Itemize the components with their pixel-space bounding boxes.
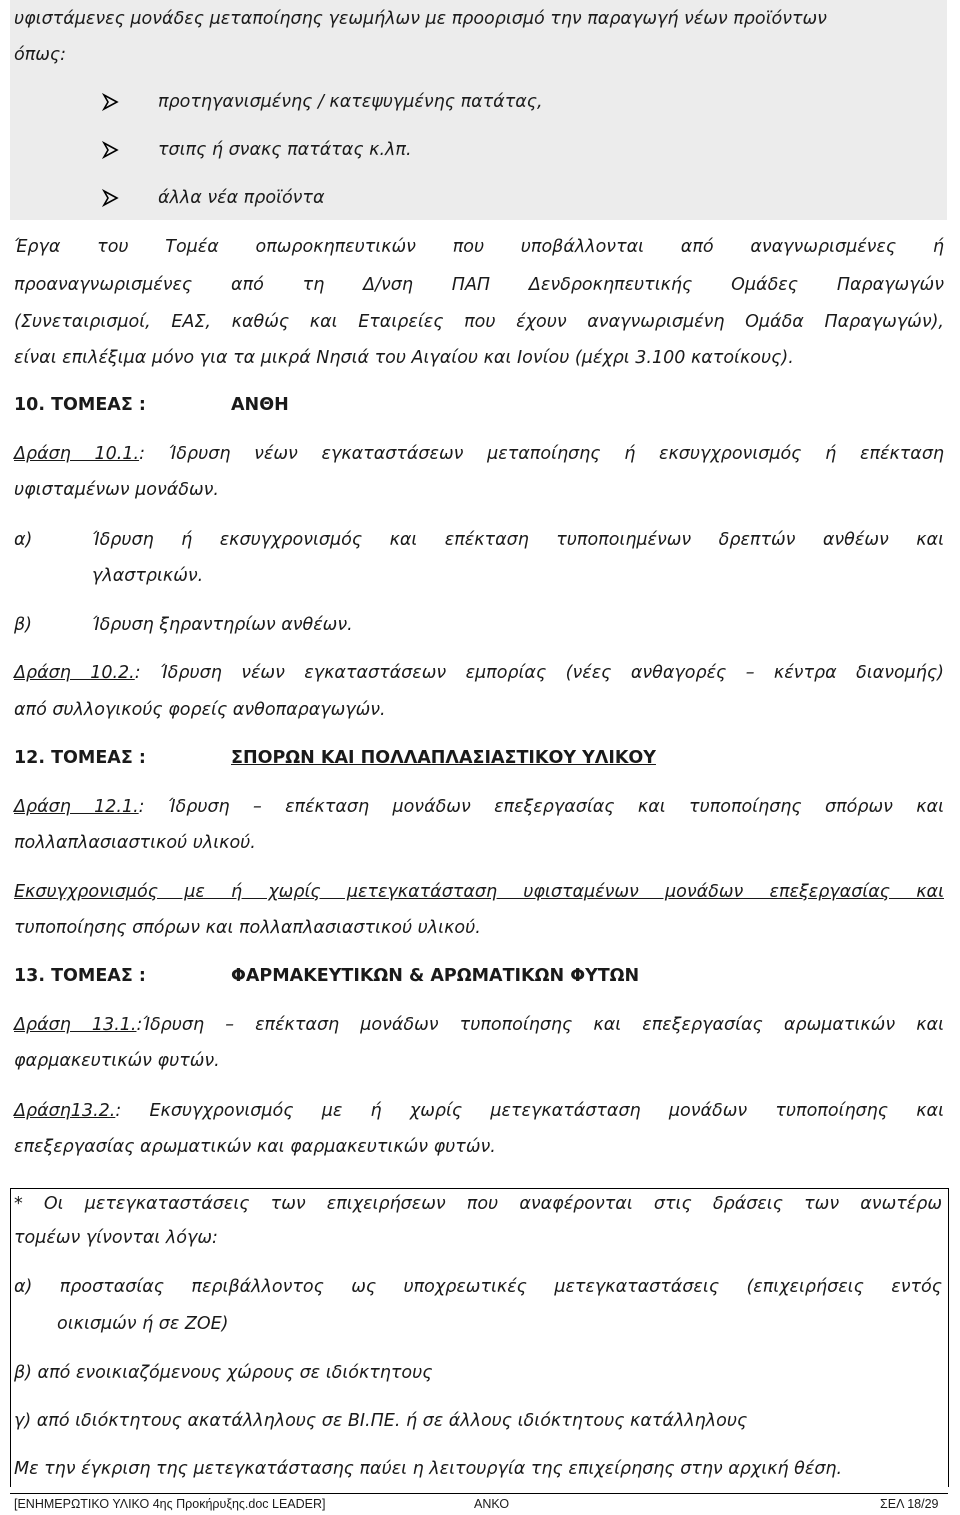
modernization-line-2: τυποποίησης σπόρων και πολλαπλασιαστικού υλικού. bbox=[14, 918, 481, 938]
note-approval: Με την έγκριση της μετεγκατάστασης παύει η λειτουργία της επιχείρησης στην αρχική θέση. bbox=[14, 1459, 843, 1479]
action-12-1-line-2: πολλαπλασιαστικού υλικού. bbox=[14, 833, 256, 853]
bullet-item-3: άλλα νέα προϊόντα bbox=[158, 188, 325, 208]
sector-13-number: 13. ΤΟΜΕΑΣ : bbox=[14, 966, 146, 986]
note-line-2: τομέων γίνονται λόγω: bbox=[14, 1228, 218, 1248]
action-10-2 bbox=[14, 662, 944, 684]
action-10-1-line-2: υφισταμένων μονάδων. bbox=[14, 480, 219, 500]
arrow-bullet-icon bbox=[102, 141, 120, 159]
action-12-1 bbox=[14, 796, 944, 818]
item-a-line-2: γλαστρικών. bbox=[92, 566, 204, 586]
sector-12-number: 12. ΤΟΜΕΑΣ : bbox=[14, 748, 146, 768]
works-line-4: είναι επιλέξιμα μόνο για τα μικρά Νησιά του Αιγαίου και Ιονίου (μέχρι 3.100 κατοίκους). bbox=[14, 348, 794, 368]
action-10-1-text: : Ίδρυση νέων εγκαταστάσεων μεταποίησης ή εκσυγχρονισμός ή επέκταση bbox=[139, 444, 945, 464]
arrow-bullet-icon bbox=[102, 189, 120, 207]
note-item-a-line-2: οικισμών ή σε ΖΟΕ) bbox=[57, 1314, 229, 1334]
note-item-b: β) από ενοικιαζόμενους χώρους σε ιδιόκτητους bbox=[14, 1363, 433, 1383]
action-13-1-label: Δράση 13.1. bbox=[14, 1015, 137, 1035]
item-b-text: Ίδρυση ξηραντηρίων ανθέων. bbox=[92, 615, 353, 635]
note-item-a-line-1: α) προστασίας περιβάλλοντος ως υποχρεωτικές μετεγκαταστάσεις (επιχειρήσεις εντός bbox=[14, 1277, 942, 1297]
bullet-item-1: προτηγανισμένης / κατεψυγμένης πατάτας, bbox=[158, 92, 543, 112]
action-10-1 bbox=[14, 443, 944, 465]
action-12-1-label: Δράση 12.1. bbox=[14, 797, 139, 817]
action-13-1-text: :Ίδρυση – επέκταση μονάδων τυποποίησης και επεξεργασίας αρωματικών και bbox=[136, 1015, 945, 1035]
works-line-3: (Συνεταιρισμοί, ΕΑΣ, καθώς και Εταιρείες που έχουν αναγνωρισμένη Ομάδα Παραγωγών), bbox=[14, 312, 944, 332]
footer-center: ΑΝΚΟ bbox=[474, 1497, 510, 1511]
action-12-1-text: : Ίδρυση – επέκταση μονάδων επεξεργασίας και τυποποίησης σπόρων και bbox=[138, 797, 944, 817]
action-10-2-label: Δράση 10.2. bbox=[14, 663, 135, 683]
works-line-2: προαναγνωρισμένες από τη Δ/νση ΠΑΠ Δενδροκηπευτικής Ομάδες Παραγωγών bbox=[14, 275, 944, 295]
sector-10-name: ΑΝΘΗ bbox=[231, 395, 289, 415]
footer-left: [ΕΝΗΜΕΡΩΤΙΚΟ ΥΛΙΚΟ 4ης Προκήρυξης.doc LEADER] bbox=[14, 1497, 326, 1511]
note-line-1: * Οι μετεγκαταστάσεις των επιχειρήσεων που αναφέρονται στις δράσεις των ανωτέρω bbox=[14, 1194, 942, 1214]
arrow-bullet-icon bbox=[102, 93, 120, 111]
action-13-2-label: Δράση13.2. bbox=[14, 1101, 116, 1121]
intro-line-2: όπως: bbox=[14, 45, 67, 65]
footer-rule bbox=[10, 1493, 948, 1494]
intro-line-1: υφιστάμενες μονάδες μεταποίησης γεωμήλων με προορισμό την παραγωγή νέων προϊόντων bbox=[14, 9, 827, 29]
action-13-2-text: : Εκσυγχρονισμός με ή χωρίς μετεγκατάσταση μονάδων τυποποίησης και bbox=[115, 1101, 944, 1121]
sector-13-name: ΦΑΡΜΑΚΕΥΤΙΚΩΝ & ΑΡΩΜΑΤΙΚΩΝ ΦΥΤΩΝ bbox=[231, 966, 640, 986]
works-line-1: Έργα του Τομέα οπωροκηπευτικών που υποβάλλονται από αναγνωρισμένες ή bbox=[14, 237, 944, 257]
sector-10-number: 10. ΤΟΜΕΑΣ : bbox=[14, 395, 146, 415]
action-13-1 bbox=[14, 1014, 944, 1036]
action-10-2-text: : Ίδρυση νέων εγκαταστάσεων εμπορίας (νέες ανθαγορές – κέντρα διανομής) bbox=[134, 663, 945, 683]
bullet-item-2: τσιπς ή σνακς πατάτας κ.λπ. bbox=[158, 140, 412, 160]
action-10-1-label: Δράση 10.1. bbox=[14, 444, 140, 464]
item-a-line-1: Ίδρυση ή εκσυγχρονισμός και επέκταση τυποποιημένων δρεπτών ανθέων και bbox=[92, 530, 944, 550]
item-b-marker: β) bbox=[14, 615, 32, 635]
action-10-2-line-2: από συλλογικούς φορείς ανθοπαραγωγών. bbox=[14, 700, 386, 720]
footer-page-number: ΣΕΛ 18/29 bbox=[880, 1497, 939, 1511]
note-item-c: γ) από ιδιόκτητους ακατάλληλους σε ΒΙ.ΠΕ. ή σε άλλους ιδιόκτητους κατάλληλους bbox=[14, 1411, 748, 1431]
item-a-marker: α) bbox=[14, 530, 33, 550]
modernization-line-1: Εκσυγχρονισμός με ή χωρίς μετεγκατάσταση υφισταμένων μονάδων επεξεργασίας και bbox=[14, 882, 944, 902]
action-13-2 bbox=[14, 1100, 944, 1122]
action-13-1-line-2: φαρμακευτικών φυτών. bbox=[14, 1051, 220, 1071]
action-13-2-line-2: επεξεργασίας αρωματικών και φαρμακευτικών φυτών. bbox=[14, 1137, 496, 1157]
sector-12-name: ΣΠΟΡΩΝ ΚΑΙ ΠΟΛΛΑΠΛΑΣΙΑΣΤΙΚΟΥ ΥΛΙΚΟΥ bbox=[231, 748, 656, 768]
